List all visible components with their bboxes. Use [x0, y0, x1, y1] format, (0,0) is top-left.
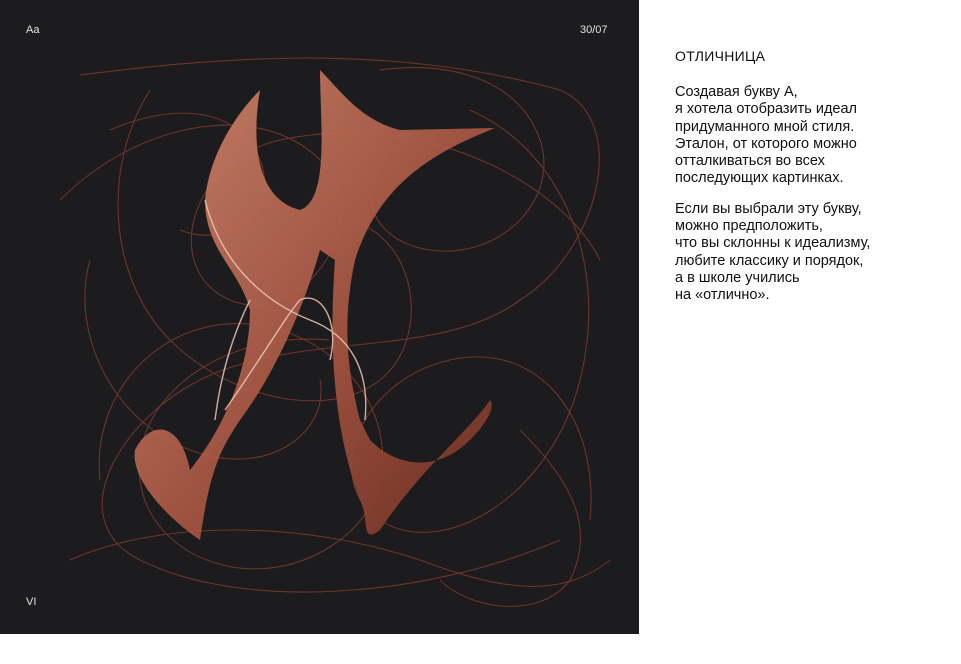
article-title: ОТЛИЧНИЦА [675, 48, 766, 64]
corner-label-bottom-left: VI [26, 596, 37, 608]
corner-label-date: 30/07 [580, 24, 608, 36]
corner-label-top-left: Aa [26, 24, 40, 36]
letter-a-shape [135, 70, 495, 540]
article-text [675, 48, 955, 318]
article-paragraph-1: Создавая букву А, я хотела отобразить идеал придуманного мной стиля. Эталон, от которого можно отталкиваться во всех последующих картинках. [675, 84, 858, 187]
article-paragraph-2: Если вы выбрали эту букву, можно предположить, что вы склонны к идеализму, любите классику и порядок, а в школе учились на «отлично». [675, 200, 871, 304]
